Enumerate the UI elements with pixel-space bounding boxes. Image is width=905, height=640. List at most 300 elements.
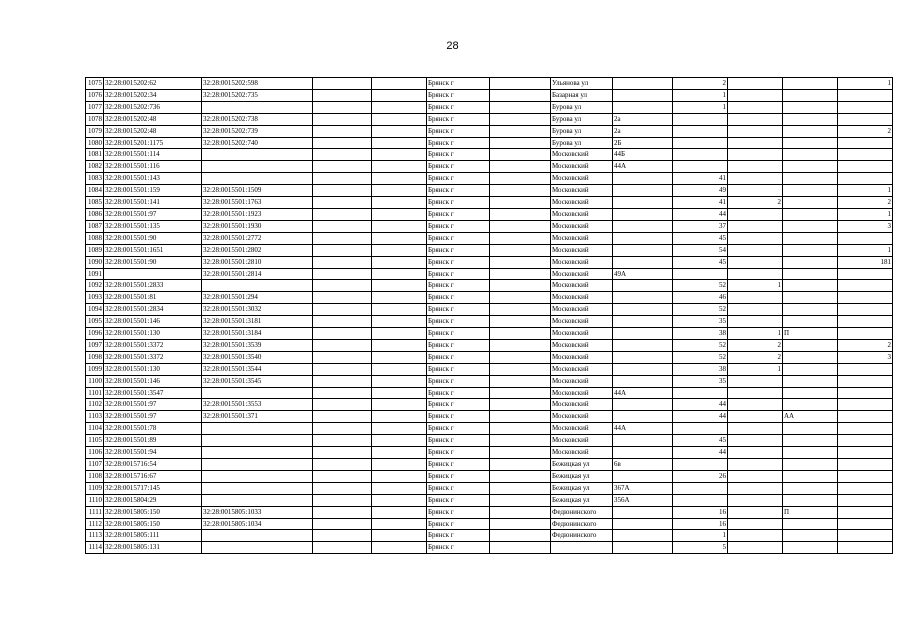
street-cell: Московский (551, 447, 613, 459)
quantity-cell (838, 435, 893, 447)
house-letter-cell (613, 411, 673, 423)
cadastral-number-2: 32:28:0015202:739 (202, 125, 313, 137)
house-number-cell: 1 (673, 530, 728, 542)
quantity-cell (838, 304, 893, 316)
cadastral-number: 32:28:0015805:111 (104, 530, 202, 542)
street-cell: Московский (551, 339, 613, 351)
table-row (86, 530, 893, 542)
row-number: 1108 (86, 470, 104, 482)
house-number-cell: 35 (673, 316, 728, 328)
house-number-cell: 54 (673, 244, 728, 256)
quantity-cell (838, 470, 893, 482)
table-row (86, 423, 893, 435)
cadastral-number-2: 32:28:0015501:2802 (202, 244, 313, 256)
cadastral-number: 32:28:0015202:34 (104, 89, 202, 101)
cadastral-number: 32:28:0015804:29 (104, 494, 202, 506)
house-number-cell: 52 (673, 339, 728, 351)
row-number: 1093 (86, 292, 104, 304)
blank-col-a (313, 113, 372, 125)
building-cell (728, 161, 783, 173)
blank-col-a (313, 435, 372, 447)
note-cell: П (783, 506, 838, 518)
cadastral-number-2 (202, 542, 313, 554)
cadastral-number: 32:28:0015805:150 (104, 506, 202, 518)
house-letter-cell (613, 197, 673, 209)
note-cell (783, 113, 838, 125)
blank-col-c (490, 459, 551, 471)
house-letter-cell (613, 292, 673, 304)
building-cell (728, 399, 783, 411)
city-cell: Брянск г (427, 363, 490, 375)
street-cell: Ульянова ул (551, 78, 613, 90)
blank-col-a (313, 149, 372, 161)
house-letter-cell (613, 542, 673, 554)
table-row (86, 197, 893, 209)
street-cell: Московский (551, 351, 613, 363)
table-row (86, 185, 893, 197)
city-cell: Брянск г (427, 339, 490, 351)
note-cell (783, 494, 838, 506)
blank-col-b (372, 161, 427, 173)
table-row (86, 125, 893, 137)
page-number: 28 (446, 40, 459, 52)
blank-col-b (372, 149, 427, 161)
quantity-cell: 1 (838, 185, 893, 197)
building-cell (728, 470, 783, 482)
table-row (86, 232, 893, 244)
street-cell: Московский (551, 423, 613, 435)
city-cell: Брянск г (427, 435, 490, 447)
quantity-cell (838, 316, 893, 328)
note-cell (783, 78, 838, 90)
cadastral-number-2 (202, 494, 313, 506)
city-cell: Брянск г (427, 208, 490, 220)
blank-col-c (490, 423, 551, 435)
city-cell: Брянск г (427, 447, 490, 459)
house-letter-cell: 367А (613, 482, 673, 494)
street-cell: Московский (551, 185, 613, 197)
house-number-cell (673, 423, 728, 435)
house-number-cell: 5 (673, 542, 728, 554)
row-number: 1091 (86, 268, 104, 280)
quantity-cell (838, 113, 893, 125)
city-cell: Брянск г (427, 101, 490, 113)
building-cell (728, 137, 783, 149)
house-number-cell: 44 (673, 399, 728, 411)
blank-col-a (313, 530, 372, 542)
quantity-cell: 1 (838, 78, 893, 90)
blank-col-b (372, 447, 427, 459)
row-number: 1079 (86, 125, 104, 137)
cadastral-number: 32:28:0015501:135 (104, 220, 202, 232)
note-cell: АА (783, 411, 838, 423)
row-number: 1094 (86, 304, 104, 316)
city-cell: Брянск г (427, 542, 490, 554)
cadastral-number: 32:28:0015501:159 (104, 185, 202, 197)
quantity-cell (838, 518, 893, 530)
house-letter-cell: 44А (613, 423, 673, 435)
building-cell (728, 411, 783, 423)
cadastral-number-2: 32:28:0015501:2772 (202, 232, 313, 244)
house-letter-cell (613, 101, 673, 113)
note-cell (783, 399, 838, 411)
quantity-cell (838, 375, 893, 387)
blank-col-b (372, 197, 427, 209)
blank-col-a (313, 197, 372, 209)
house-letter-cell: 44А (613, 161, 673, 173)
cadastral-number: 32:28:0015805:131 (104, 542, 202, 554)
house-number-cell: 16 (673, 506, 728, 518)
note-cell (783, 232, 838, 244)
quantity-cell (838, 542, 893, 554)
street-cell: Московский (551, 363, 613, 375)
table-row (86, 363, 893, 375)
quantity-cell (838, 280, 893, 292)
blank-col-a (313, 256, 372, 268)
house-number-cell: 44 (673, 447, 728, 459)
quantity-cell (838, 232, 893, 244)
blank-col-a (313, 459, 372, 471)
building-cell: 2 (728, 351, 783, 363)
cadastral-number: 32:28:0015501:97 (104, 208, 202, 220)
table-row (86, 411, 893, 423)
note-cell (783, 197, 838, 209)
house-letter-cell (613, 256, 673, 268)
city-cell: Брянск г (427, 185, 490, 197)
blank-col-c (490, 518, 551, 530)
blank-col-b (372, 482, 427, 494)
register-table-body (86, 78, 893, 554)
building-cell: 2 (728, 339, 783, 351)
note-cell (783, 161, 838, 173)
table-row (86, 542, 893, 554)
cadastral-number-2: 32:28:0015805:1033 (202, 506, 313, 518)
cadastral-number: 32:28:0015501:94 (104, 447, 202, 459)
row-number: 1111 (86, 506, 104, 518)
city-cell: Брянск г (427, 89, 490, 101)
city-cell: Брянск г (427, 328, 490, 340)
cadastral-number-2 (202, 470, 313, 482)
city-cell: Брянск г (427, 161, 490, 173)
street-cell: Московский (551, 197, 613, 209)
city-cell: Брянск г (427, 280, 490, 292)
cadastral-number: 32:28:0015202:62 (104, 78, 202, 90)
blank-col-b (372, 78, 427, 90)
table-row (86, 387, 893, 399)
building-cell (728, 459, 783, 471)
table-row (86, 149, 893, 161)
row-number: 1089 (86, 244, 104, 256)
house-number-cell: 44 (673, 208, 728, 220)
row-number: 1083 (86, 173, 104, 185)
blank-col-c (490, 470, 551, 482)
quantity-cell (838, 292, 893, 304)
cadastral-number-2 (202, 459, 313, 471)
register-table (85, 77, 893, 554)
note-cell (783, 375, 838, 387)
house-letter-cell (613, 363, 673, 375)
street-cell: Бурова ул (551, 137, 613, 149)
cadastral-number: 32:28:0015501:3547 (104, 387, 202, 399)
city-cell: Брянск г (427, 494, 490, 506)
house-letter-cell: 2Б (613, 137, 673, 149)
blank-col-c (490, 185, 551, 197)
table-row (86, 292, 893, 304)
blank-col-c (490, 506, 551, 518)
blank-col-a (313, 244, 372, 256)
city-cell: Брянск г (427, 220, 490, 232)
cadastral-number: 32:28:0015501:90 (104, 232, 202, 244)
building-cell: 1 (728, 363, 783, 375)
blank-col-b (372, 292, 427, 304)
street-cell: Московский (551, 244, 613, 256)
cadastral-number-2: 32:28:0015501:3032 (202, 304, 313, 316)
house-number-cell (673, 161, 728, 173)
cadastral-number-2 (202, 149, 313, 161)
row-number: 1102 (86, 399, 104, 411)
house-number-cell: 41 (673, 197, 728, 209)
row-number: 1113 (86, 530, 104, 542)
street-cell: Московский (551, 173, 613, 185)
row-number: 1087 (86, 220, 104, 232)
blank-col-c (490, 268, 551, 280)
street-cell: Московский (551, 387, 613, 399)
blank-col-c (490, 363, 551, 375)
note-cell (783, 125, 838, 137)
blank-col-a (313, 542, 372, 554)
blank-col-c (490, 232, 551, 244)
building-cell (728, 435, 783, 447)
note-cell (783, 149, 838, 161)
blank-col-c (490, 530, 551, 542)
building-cell (728, 113, 783, 125)
cadastral-number-2 (202, 435, 313, 447)
cadastral-number: 32:28:0015501:2833 (104, 280, 202, 292)
table-row (86, 328, 893, 340)
row-number: 1075 (86, 78, 104, 90)
street-cell (551, 542, 613, 554)
quantity-cell (838, 482, 893, 494)
note-cell (783, 423, 838, 435)
house-letter-cell (613, 244, 673, 256)
house-number-cell (673, 387, 728, 399)
row-number: 1105 (86, 435, 104, 447)
table-row (86, 173, 893, 185)
street-cell: Московский (551, 256, 613, 268)
cadastral-number: 32:28:0015501:141 (104, 197, 202, 209)
quantity-cell (838, 89, 893, 101)
blank-col-a (313, 387, 372, 399)
house-letter-cell (613, 316, 673, 328)
street-cell: Московский (551, 328, 613, 340)
blank-col-a (313, 137, 372, 149)
street-cell: Московский (551, 232, 613, 244)
house-number-cell: 46 (673, 292, 728, 304)
house-letter-cell: 44А (613, 387, 673, 399)
building-cell (728, 268, 783, 280)
note-cell (783, 351, 838, 363)
cadastral-number-2: 32:28:0015501:2810 (202, 256, 313, 268)
cadastral-number-2: 32:28:0015501:3184 (202, 328, 313, 340)
blank-col-c (490, 304, 551, 316)
city-cell: Брянск г (427, 173, 490, 185)
building-cell (728, 506, 783, 518)
row-number: 1081 (86, 149, 104, 161)
city-cell: Брянск г (427, 399, 490, 411)
blank-col-b (372, 363, 427, 375)
building-cell (728, 304, 783, 316)
street-cell: Московский (551, 220, 613, 232)
cadastral-number-2: 32:28:0015501:1509 (202, 185, 313, 197)
blank-col-c (490, 137, 551, 149)
cadastral-number: 32:28:0015202:736 (104, 101, 202, 113)
house-number-cell (673, 268, 728, 280)
note-cell (783, 280, 838, 292)
house-number-cell: 2 (673, 78, 728, 90)
blank-col-c (490, 125, 551, 137)
table-row (86, 339, 893, 351)
cadastral-number: 32:28:0015501:97 (104, 411, 202, 423)
building-cell (728, 101, 783, 113)
house-number-cell: 1 (673, 89, 728, 101)
street-cell: Бежицкая ул (551, 482, 613, 494)
table-row (86, 220, 893, 232)
table-row (86, 101, 893, 113)
blank-col-a (313, 220, 372, 232)
house-number-cell: 49 (673, 185, 728, 197)
building-cell (728, 149, 783, 161)
blank-col-b (372, 339, 427, 351)
blank-col-a (313, 339, 372, 351)
cadastral-number-2: 32:28:0015501:294 (202, 292, 313, 304)
row-number: 1098 (86, 351, 104, 363)
quantity-cell (838, 387, 893, 399)
blank-col-c (490, 339, 551, 351)
city-cell: Брянск г (427, 125, 490, 137)
house-letter-cell (613, 518, 673, 530)
blank-col-c (490, 197, 551, 209)
note-cell (783, 304, 838, 316)
building-cell (728, 316, 783, 328)
blank-col-c (490, 292, 551, 304)
blank-col-c (490, 482, 551, 494)
blank-col-a (313, 411, 372, 423)
note-cell (783, 89, 838, 101)
cadastral-number: 32:28:0015501:146 (104, 375, 202, 387)
building-cell (728, 208, 783, 220)
cadastral-number-2 (202, 387, 313, 399)
blank-col-c (490, 435, 551, 447)
quantity-cell (838, 161, 893, 173)
row-number: 1082 (86, 161, 104, 173)
cadastral-number: 32:28:0015716:67 (104, 470, 202, 482)
blank-col-a (313, 173, 372, 185)
table-row (86, 375, 893, 387)
blank-col-c (490, 89, 551, 101)
city-cell: Брянск г (427, 506, 490, 518)
house-number-cell: 45 (673, 435, 728, 447)
house-number-cell: 26 (673, 470, 728, 482)
street-cell: Бежицкая ул (551, 470, 613, 482)
quantity-cell (838, 494, 893, 506)
row-number: 1101 (86, 387, 104, 399)
cadastral-number-2: 32:28:0015501:3181 (202, 316, 313, 328)
street-cell: Бурова ул (551, 125, 613, 137)
city-cell: Брянск г (427, 113, 490, 125)
cadastral-number-2: 32:28:0015501:3544 (202, 363, 313, 375)
city-cell: Брянск г (427, 411, 490, 423)
blank-col-a (313, 328, 372, 340)
quantity-cell: 2 (838, 339, 893, 351)
cadastral-number-2: 32:28:0015501:371 (202, 411, 313, 423)
city-cell: Брянск г (427, 470, 490, 482)
house-number-cell: 52 (673, 304, 728, 316)
street-cell: Московский (551, 435, 613, 447)
cadastral-number-2 (202, 447, 313, 459)
blank-col-a (313, 89, 372, 101)
row-number: 1110 (86, 494, 104, 506)
note-cell (783, 316, 838, 328)
street-cell: Московский (551, 304, 613, 316)
blank-col-c (490, 328, 551, 340)
blank-col-a (313, 363, 372, 375)
house-letter-cell (613, 399, 673, 411)
house-letter-cell: 6в (613, 459, 673, 471)
house-number-cell: 44 (673, 411, 728, 423)
city-cell: Брянск г (427, 256, 490, 268)
note-cell (783, 518, 838, 530)
house-letter-cell (613, 220, 673, 232)
blank-col-a (313, 268, 372, 280)
row-number: 1106 (86, 447, 104, 459)
row-number: 1099 (86, 363, 104, 375)
cadastral-number: 32:28:0015202:48 (104, 113, 202, 125)
house-number-cell: 52 (673, 280, 728, 292)
building-cell (728, 292, 783, 304)
blank-col-b (372, 435, 427, 447)
house-letter-cell: 356А (613, 494, 673, 506)
blank-col-a (313, 125, 372, 137)
blank-col-b (372, 232, 427, 244)
city-cell: Брянск г (427, 316, 490, 328)
house-number-cell: 38 (673, 328, 728, 340)
quantity-cell (838, 530, 893, 542)
cadastral-number: 32:28:0015501:81 (104, 292, 202, 304)
table-row (86, 435, 893, 447)
street-cell: Московский (551, 292, 613, 304)
quantity-cell: 1 (838, 208, 893, 220)
house-number-cell (673, 482, 728, 494)
cadastral-number-2 (202, 173, 313, 185)
cadastral-number-2: 32:28:0015501:3545 (202, 375, 313, 387)
quantity-cell: 181 (838, 256, 893, 268)
note-cell (783, 185, 838, 197)
house-letter-cell (613, 78, 673, 90)
row-number: 1088 (86, 232, 104, 244)
cadastral-number-2: 32:28:0015501:3553 (202, 399, 313, 411)
city-cell: Брянск г (427, 530, 490, 542)
blank-col-a (313, 518, 372, 530)
city-cell: Брянск г (427, 149, 490, 161)
quantity-cell (838, 506, 893, 518)
house-letter-cell (613, 447, 673, 459)
house-letter-cell (613, 280, 673, 292)
building-cell (728, 447, 783, 459)
note-cell (783, 542, 838, 554)
street-cell: Московский (551, 375, 613, 387)
blank-col-a (313, 208, 372, 220)
table-row (86, 280, 893, 292)
